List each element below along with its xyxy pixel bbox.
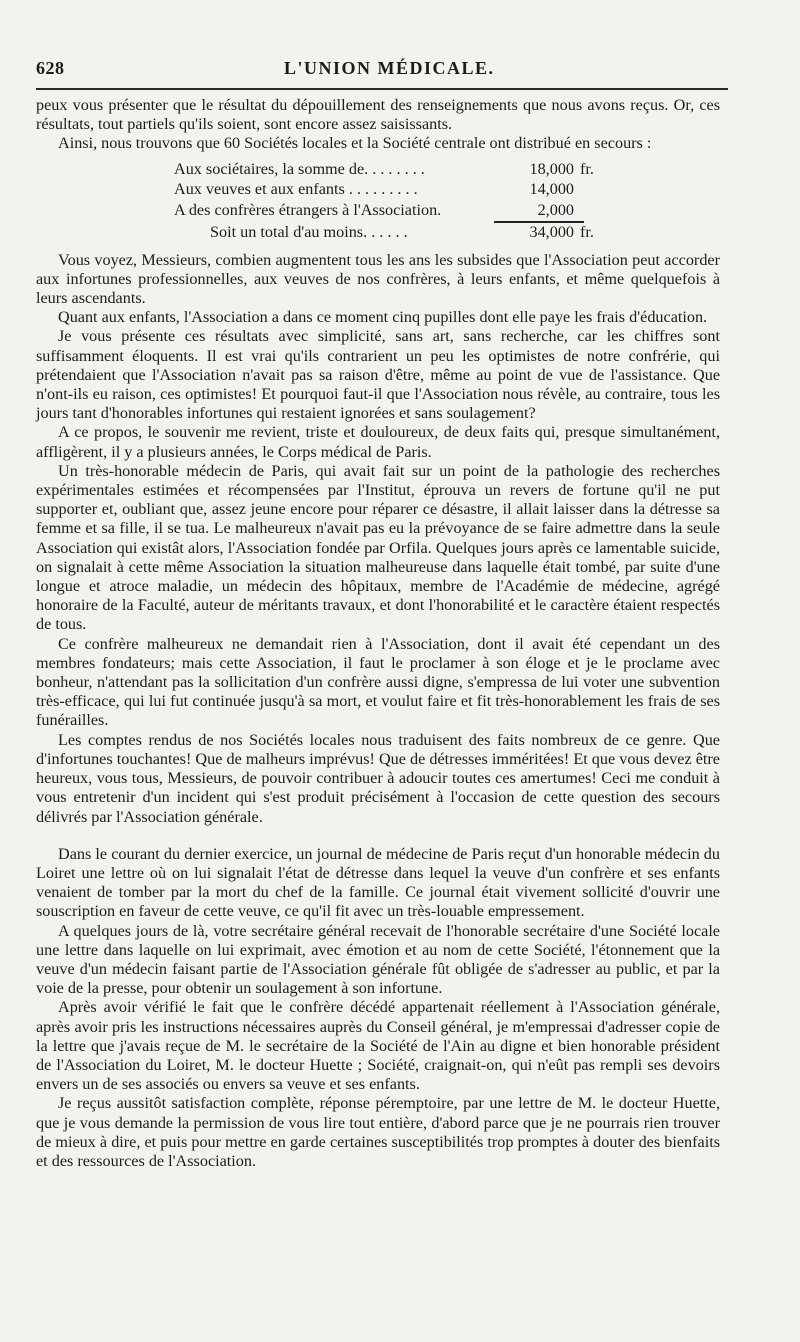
paragraph: Dans le courant du dernier exercice, un journal de médecine de Paris reçut d'un honorable médecin du Loiret une lettre où on lui signalait l'état de détresse dans lequel la veuve d'un confrère et ses enfants venaient de tomber par la mort du chef de la famille. Ce journal était vivement sollicité d'ouvrir une souscription en faveur de cette veuve, ce qu'il fit avec un très-louable empressement. xyxy=(36,844,720,921)
total-label: Soit un total d'au moins. . . . . . xyxy=(210,222,408,241)
paragraph: Vous voyez, Messieurs, combien augmentent tous les ans les subsides que l'Association peut accorder aux infortunes professionnelles, aux veuves de nos confrères, à leurs enfants, et même quelquefois à leurs ascendants. xyxy=(36,250,720,308)
row-label: Aux veuves et aux enfants . . . . . . . . . xyxy=(174,180,418,199)
table-row xyxy=(174,160,624,181)
running-title: L'UNION MÉDICALE. xyxy=(284,58,495,78)
header-rule xyxy=(36,88,728,90)
paragraph: Je vous présente ces résultats avec simplicité, sans art, sans recherche, car les chiffres sont suffisamment éloquents. Il est vrai qu'ils contrarient un peu les optimistes de notre confrérie, qui prétendaient que l'Association n'avait pas sa raison d'être, même au point de vue de l'assistance. Que n'ont-ils eu raison, ces optimistes! Et pourquoi faut-il que l'Association nous révèle, au contraire, tous les jours tant d'honorables infortunes qui restaient ignorées et sans soulagement? xyxy=(36,327,720,423)
total-amount: 34,000 xyxy=(529,222,574,241)
page-header xyxy=(36,58,726,82)
relief-table xyxy=(174,160,624,247)
row-label: Aux sociétaires, la somme de. . . . . . . . xyxy=(174,159,425,178)
paragraph: Après avoir vérifié le fait que le confrère décédé appartenait réellement à l'Association générale, après avoir pris les instructions nécessaires auprès du Conseil général, je m'empressai d'adresser copie de la lettre que j'avais reçue de M. le secrétaire de la Société de l'Ain au digne et bien honorable président de l'Association du Loiret, M. le docteur Huette ; Société, craignait-on, qui n'eût pas rempli ses devoirs envers un de ses associés ou envers sa veuve et ses enfants. xyxy=(36,998,720,1094)
paragraph: A quelques jours de là, votre secrétaire général recevait de l'honorable secrétaire d'une Société locale une lettre dans laquelle on lui exprimait, avec émotion et au nom de cette Société, l'étonnement que la veuve d'un médecin faisant partie de l'Association générale fût obligée de s'adresser au public, et par la voie de la presse, pour obtenir un soulagement à son infortune. xyxy=(36,921,720,998)
sum-rule xyxy=(494,221,584,223)
paragraph: Je reçus aussitôt satisfaction complète, réponse péremptoire, par une lettre de M. le docteur Huette, que je vous demande la permission de vous lire tout entière, d'abord parce que je ne pourrais rien trouver de mieux à dire, et puis pour mettre en garde certaines susceptibilités trop promptes à douter des bienfaits et des ressources de l'Association. xyxy=(36,1094,720,1170)
paragraph: A ce propos, le souvenir me revient, triste et douloureux, de deux faits qui, presque simultanément, affligèrent, il y a plusieurs années, le Corps médical de Paris. xyxy=(36,423,720,461)
total-unit: fr. xyxy=(580,222,594,241)
paragraph: Les comptes rendus de nos Sociétés locales nous traduisent des faits nombreux de ce genre. Que d'infortunes touchantes! Que de malheurs imprévus! Que de détresses imméritées! Et que vous devez être heureux, vous tous, Messieurs, de pouvoir contribuer à adoucir toutes ces amertumes! Ceci me conduit à vous entretenir d'un incident qui s'est produit précisément à l'occasion de cette question des secours délivrés par l'Association générale. xyxy=(36,730,720,826)
table-row xyxy=(174,180,624,201)
table-row xyxy=(174,201,624,222)
row-unit: fr. xyxy=(580,159,594,178)
paragraph: Quant aux enfants, l'Association a dans ce moment cinq pupilles dont elle paye les frais d'éducation. xyxy=(58,308,708,327)
table-total xyxy=(210,223,624,247)
row-amount: 18,000 xyxy=(529,159,574,178)
section-gap xyxy=(36,827,720,845)
row-label: A des confrères étrangers à l'Association. xyxy=(174,200,442,219)
paragraph: Un très-honorable médecin de Paris, qui avait fait sur un point de la pathologie des recherches expérimentales estimées et récompensées par l'Institut, éprouva un revers de fortune qu'il ne put supporter et, oubliant que, assez jeune encore pour réparer ce désastre, il allait laisser dans la détresse sa femme et sa fille, il se tua. Le malheureux n'avait pas eu la prévoyance de se faire admettre dans la seule Association qui existât alors, l'Association fondée par Orfila. Quelques jours après ce lamentable suicide, on signalait à cette même Association la situation malheureuse dans laquelle était tombé, par suite d'une longue et atroce maladie, un médecin des hôpitaux, membre de l'Académie de médecine, agrégé honoraire de la Faculté, auteur de méritants travaux, et dont l'honorabilité et le caractère étaient respectés de tous. xyxy=(36,461,720,634)
row-amount: 14,000 xyxy=(529,180,574,199)
article-body xyxy=(36,96,720,1171)
page-number: 628 xyxy=(36,58,65,78)
paragraph: Ce confrère malheureux ne demandait rien à l'Association, dont il avait été cependant un des membres fondateurs; mais cette Association, il faut le proclamer à son éloge et je le proclame avec bonheur, n'attendant pas la sollicitation d'un confrère aussi digne, s'empressa de lui voter une subvention très-efficace, qui lui fut continuée jusqu'à sa mort, et voulut faire et fit très-honorablement les frais de ses funérailles. xyxy=(36,634,720,730)
paragraph: Ainsi, nous trouvons que 60 Sociétés locales et la Société centrale ont distribué en secours : xyxy=(58,134,652,153)
row-amount: 2,000 xyxy=(537,200,574,219)
paragraph-continued: peux vous présenter que le résultat du dépouillement des renseignements que nous avons reçus. Or, ces résultats, tout partiels qu'ils soient, sont encore assez saisissants. xyxy=(36,96,720,134)
